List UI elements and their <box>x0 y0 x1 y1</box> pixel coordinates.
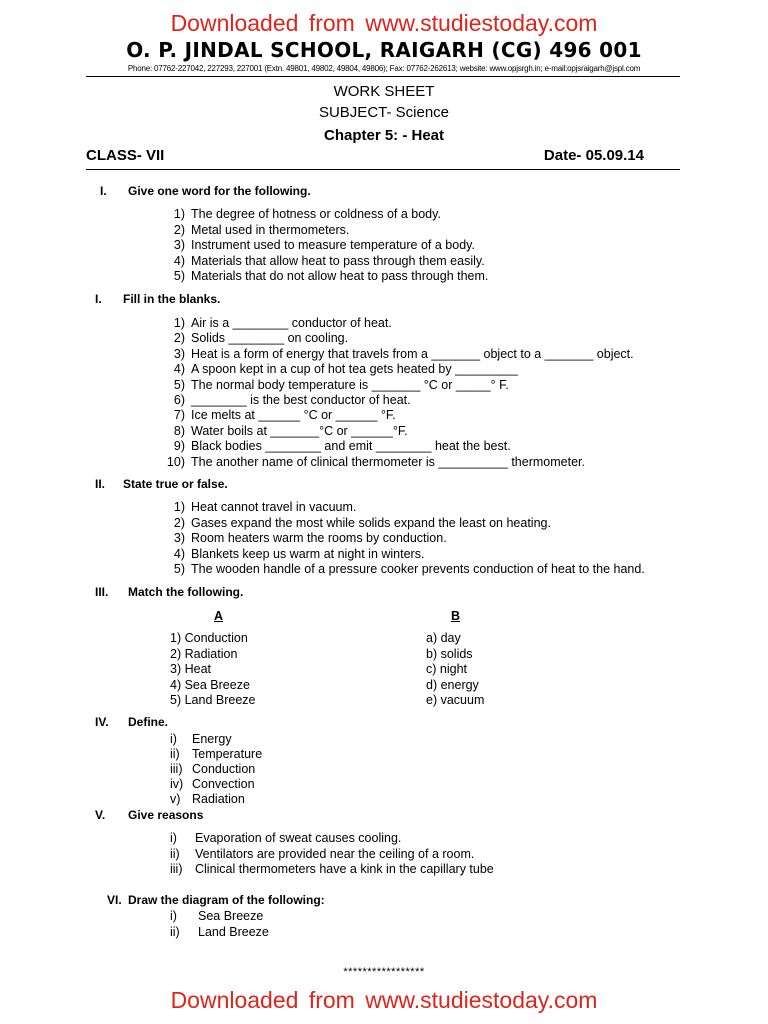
item-number: 3) <box>173 238 185 252</box>
section-title: Fill in the blanks. <box>123 292 221 306</box>
item-number: 2) <box>173 222 185 237</box>
item-number: 5) <box>173 269 185 283</box>
item-text: The degree of hotness or coldness of a body. <box>191 207 441 221</box>
item-text: Clinical thermometers have a kink in the capillary tube <box>195 862 494 876</box>
subject-title: SUBJECT- Science <box>318 104 450 121</box>
item-text: The normal body temperature is _______ °C or _____° F. <box>191 377 509 392</box>
item-number: 9) <box>173 439 185 454</box>
item-number: ii) <box>170 846 180 861</box>
chapter-title: Chapter 5: - Heat <box>323 127 445 144</box>
contact-line: Phone: 07762-227042, 227293, 227001 (Extn. 49801, 49802, 49804, 49806); Fax: 07762-262613; website: www.opjsrgh.in; e-mail:opjsraigarh@jspl.com <box>127 64 641 73</box>
item-text: Water boils at _______°C or ______°F. <box>191 423 408 438</box>
section-title: Define. <box>128 715 169 729</box>
item-text: Metal used in thermometers. <box>191 222 350 237</box>
item-number: 8) <box>173 423 185 438</box>
item-number: i) <box>170 732 177 746</box>
item-text: Ventilators are provided near the ceiling of a room. <box>195 846 475 861</box>
item-number: ii) <box>170 924 180 939</box>
item-text: Radiation <box>192 792 245 806</box>
item-text: Solids ________ on cooling. <box>191 331 349 346</box>
section-title: State true or false. <box>123 477 228 491</box>
item-number: 4) <box>173 362 185 377</box>
item-number: v) <box>170 792 181 806</box>
item-number: 3) <box>173 346 185 361</box>
header-rule <box>86 76 680 77</box>
section-number: III. <box>95 585 109 599</box>
date-label: Date- 05.09.14 <box>543 147 644 164</box>
item-number: 3) <box>173 531 185 545</box>
item-text: Air is a ________ conductor of heat. <box>191 316 392 330</box>
match-column-a-item: 5) Land Breeze <box>170 693 256 707</box>
item-number: 4) <box>173 546 185 561</box>
match-column-a-item: 3) Heat <box>170 662 211 676</box>
item-text: The another name of clinical thermometer is __________ thermometer. <box>191 454 585 469</box>
item-text: The wooden handle of a pressure cooker prevents conduction of heat to the hand. <box>191 562 645 576</box>
item-number: 2) <box>173 515 185 530</box>
match-column-b-item: e) vacuum <box>426 693 485 707</box>
item-number: 1) <box>173 207 185 221</box>
item-number: 7) <box>173 408 185 423</box>
match-column-a-item: 2) Radiation <box>170 646 238 661</box>
worksheet-title: WORK SHEET <box>333 83 435 100</box>
item-text: Blankets keep us warm at night in winters. <box>191 546 425 561</box>
watermark-bottom: Downloaded from www.studiestoday.com <box>170 987 598 1013</box>
item-text: Heat cannot travel in vacuum. <box>191 500 357 514</box>
item-number: 5) <box>173 562 185 576</box>
item-number: 5) <box>173 377 185 392</box>
section-number: II. <box>95 477 106 491</box>
section-number: I. <box>95 292 102 306</box>
item-number: 2) <box>173 331 185 346</box>
class-rule <box>86 169 680 170</box>
section-number: I. <box>100 184 107 198</box>
item-number: i) <box>170 909 177 923</box>
section-title: Match the following. <box>128 585 244 599</box>
item-number: ii) <box>170 747 180 761</box>
item-text: ________ is the best conductor of heat. <box>191 393 411 407</box>
item-number: iv) <box>170 777 184 791</box>
item-text: Convection <box>192 777 255 791</box>
item-text: Conduction <box>192 762 256 776</box>
end-marker: ***************** <box>343 966 425 978</box>
section-title: Give reasons <box>128 808 204 822</box>
item-text: Materials that allow heat to pass through them easily. <box>191 253 485 268</box>
item-number: 4) <box>173 253 185 268</box>
item-number: 10) <box>166 454 185 469</box>
item-number: 1) <box>173 316 185 330</box>
item-number: i) <box>170 831 177 845</box>
item-text: Black bodies ________ and emit ________ heat the best. <box>191 439 511 454</box>
match-column-a-item: 4) Sea Breeze <box>170 677 250 692</box>
item-text: Gases expand the most while solids expand the least on heating. <box>191 515 551 530</box>
item-text: Heat is a form of energy that travels from a _______ object to a _______ object. <box>191 346 634 361</box>
match-column-b-item: a) day <box>426 631 461 645</box>
item-text: Ice melts at ______ °C or ______ °F. <box>191 408 396 423</box>
section-title: Draw the diagram of the following: <box>128 893 325 907</box>
class-label: CLASS- VII <box>86 147 165 164</box>
item-number: 6) <box>173 393 185 407</box>
match-column-a-item: 1) Conduction <box>170 631 248 645</box>
item-text: Instrument used to measure temperature of a body. <box>191 238 475 252</box>
item-text: Materials that do not allow heat to pass through them. <box>191 269 489 283</box>
item-number: iii) <box>170 762 183 776</box>
section-title: Give one word for the following. <box>128 184 311 198</box>
match-column-b-item: b) solids <box>426 646 473 661</box>
item-number: iii) <box>170 862 183 876</box>
school-name: O. P. JINDAL SCHOOL, RAIGARH (CG) 496 001 <box>126 38 642 62</box>
item-text: A spoon kept in a cup of hot tea gets heated by _________ <box>191 362 518 377</box>
item-text: Energy <box>192 732 232 746</box>
match-column-b-item: d) energy <box>426 677 479 692</box>
section-number: VI. <box>107 893 122 907</box>
column-a-heading: A <box>214 609 224 623</box>
item-text: Sea Breeze <box>198 909 264 923</box>
item-text: Evaporation of sweat causes cooling. <box>195 831 402 845</box>
item-text: Temperature <box>192 747 263 761</box>
item-text: Room heaters warm the rooms by conduction. <box>191 531 447 545</box>
column-b-heading: B <box>451 609 461 623</box>
section-number: V. <box>95 808 106 822</box>
class-date-row <box>86 147 680 164</box>
item-number: 1) <box>173 500 185 514</box>
watermark-top: Downloaded from www.studiestoday.com <box>170 10 598 36</box>
section-number: IV. <box>95 715 109 729</box>
match-column-b-item: c) night <box>426 662 467 676</box>
item-text: Land Breeze <box>198 924 269 939</box>
